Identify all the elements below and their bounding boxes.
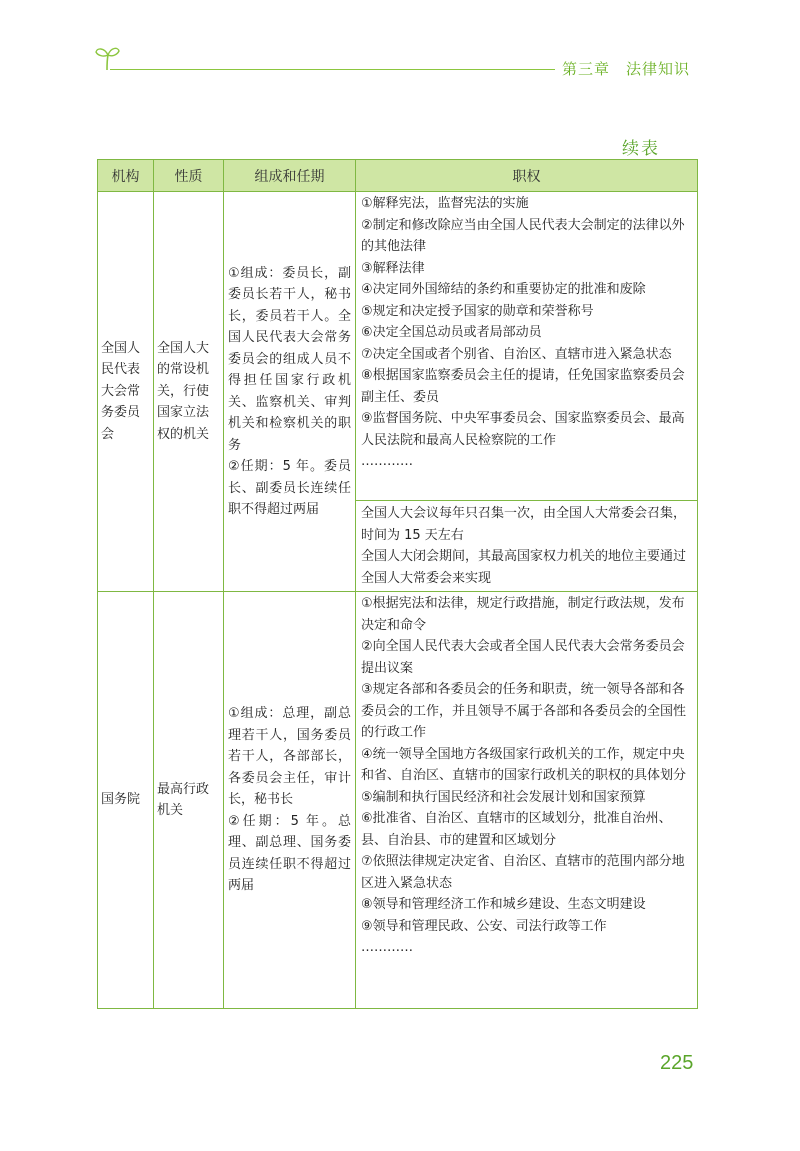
chapter-title: 法律知识: [626, 60, 691, 78]
power-item: …………: [361, 940, 413, 955]
note-cell: [356, 501, 698, 592]
power-item: ⑥批准省、自治区、直辖市的区域划分，批准自治州、县、自治县、市的建置和区域划分: [361, 811, 672, 848]
table-row: [98, 592, 698, 1009]
nature-cell: 全国人大的常设机关，行使国家立法权的机关: [154, 192, 224, 592]
header-rule: [110, 69, 555, 70]
powers-cell: [356, 192, 698, 501]
nature-cell: 最高行政机关: [154, 592, 224, 1009]
power-item: ③规定各部和各委员会的任务和职责，统一领导各部和各委员会的工作，并且领导不属于各部和各委员会的全国性的行政工作: [361, 682, 687, 740]
power-item: ①根据宪法和法律，规定行政措施，制定行政法规，发布决定和命令: [361, 596, 685, 633]
power-item: ⑧根据国家监察委员会主任的提请，任免国家监察委员会副主任、委员: [361, 368, 685, 405]
power-item: ⑦依照法律规定决定省、自治区、直辖市的范围内部分地区进入紧急状态: [361, 854, 685, 891]
power-item: ⑨监督国务院、中央军事委员会、国家监察委员会、最高人民法院和最高人民检察院的工作: [361, 411, 685, 448]
sprout-icon: [92, 42, 122, 72]
continued-label: 续表: [622, 139, 660, 159]
header-nature: 性质: [154, 160, 224, 192]
composition-cell: ①组成：总理，副总理若干人，国务委员若干人，各部部长，各委员会主任，审计长，秘书长 ②任期：5 年。总理、副总理、国务委员连续任职不得超过两届: [224, 592, 356, 1009]
table-header-row: [98, 160, 698, 192]
power-item: ③解释法律: [361, 260, 425, 276]
note-item: 全国人大会议每年只召集一次，由全国人大常委会召集，时间为 15 天左右: [361, 506, 687, 543]
power-item: ⑤编制和执行国民经济和社会发展计划和国家预算: [361, 789, 646, 805]
power-item: …………: [361, 454, 413, 469]
org-cell: 国务院: [98, 592, 154, 1009]
power-item: ①解释宪法，监督宪法的实施: [361, 196, 529, 211]
power-item: ②向全国人民代表大会或者全国人民代表大会常务委员会提出议案: [361, 639, 685, 676]
header-composition: 组成和任期: [224, 160, 356, 192]
power-item: ⑨领导和管理民政、公安、司法行政等工作: [361, 918, 607, 934]
power-item: ⑧领导和管理经济工作和城乡建设、生态文明建设: [361, 897, 646, 912]
org-cell: 全国人民代表大会常务委员会: [98, 192, 154, 592]
power-item: ⑥决定全国总动员或者局部动员: [361, 325, 542, 340]
chapter-number: 第三章: [562, 60, 611, 78]
power-item: ⑤规定和决定授予国家的勋章和荣誉称号: [361, 303, 594, 319]
note-item: 全国人大闭会期间，其最高国家权力机关的地位主要通过全国人大常委会来实现: [361, 549, 687, 586]
header-powers: 职权: [356, 160, 698, 192]
table-row: [98, 192, 698, 501]
power-item: ⑦决定全国或者个别省、自治区、直辖市进入紧急状态: [361, 346, 672, 362]
chapter-header: [562, 58, 690, 79]
power-item: ②制定和修改除应当由全国人民代表大会制定的法律以外的其他法律: [361, 217, 685, 254]
powers-cell: [356, 592, 698, 1009]
composition-cell: ①组成：委员长，副委员长若干人，秘书长，委员若干人。全国人民代表大会常务委员会的组成人员不得担任国家行政机关、监察机关、审判机关和检察机关的职务 ②任期：5 年。委员长、副委员长连续任职不得超过两届: [224, 192, 356, 592]
power-item: ④统一领导全国地方各级国家行政机关的工作，规定中央和省、自治区、直辖市的国家行政机关的职权的具体划分: [361, 746, 687, 783]
power-item: ④决定同外国缔结的条约和重要协定的批准和废除: [361, 282, 646, 297]
page-number: 225: [660, 1052, 694, 1074]
header-org: 机构: [98, 160, 154, 192]
organs-table: [97, 159, 698, 1009]
